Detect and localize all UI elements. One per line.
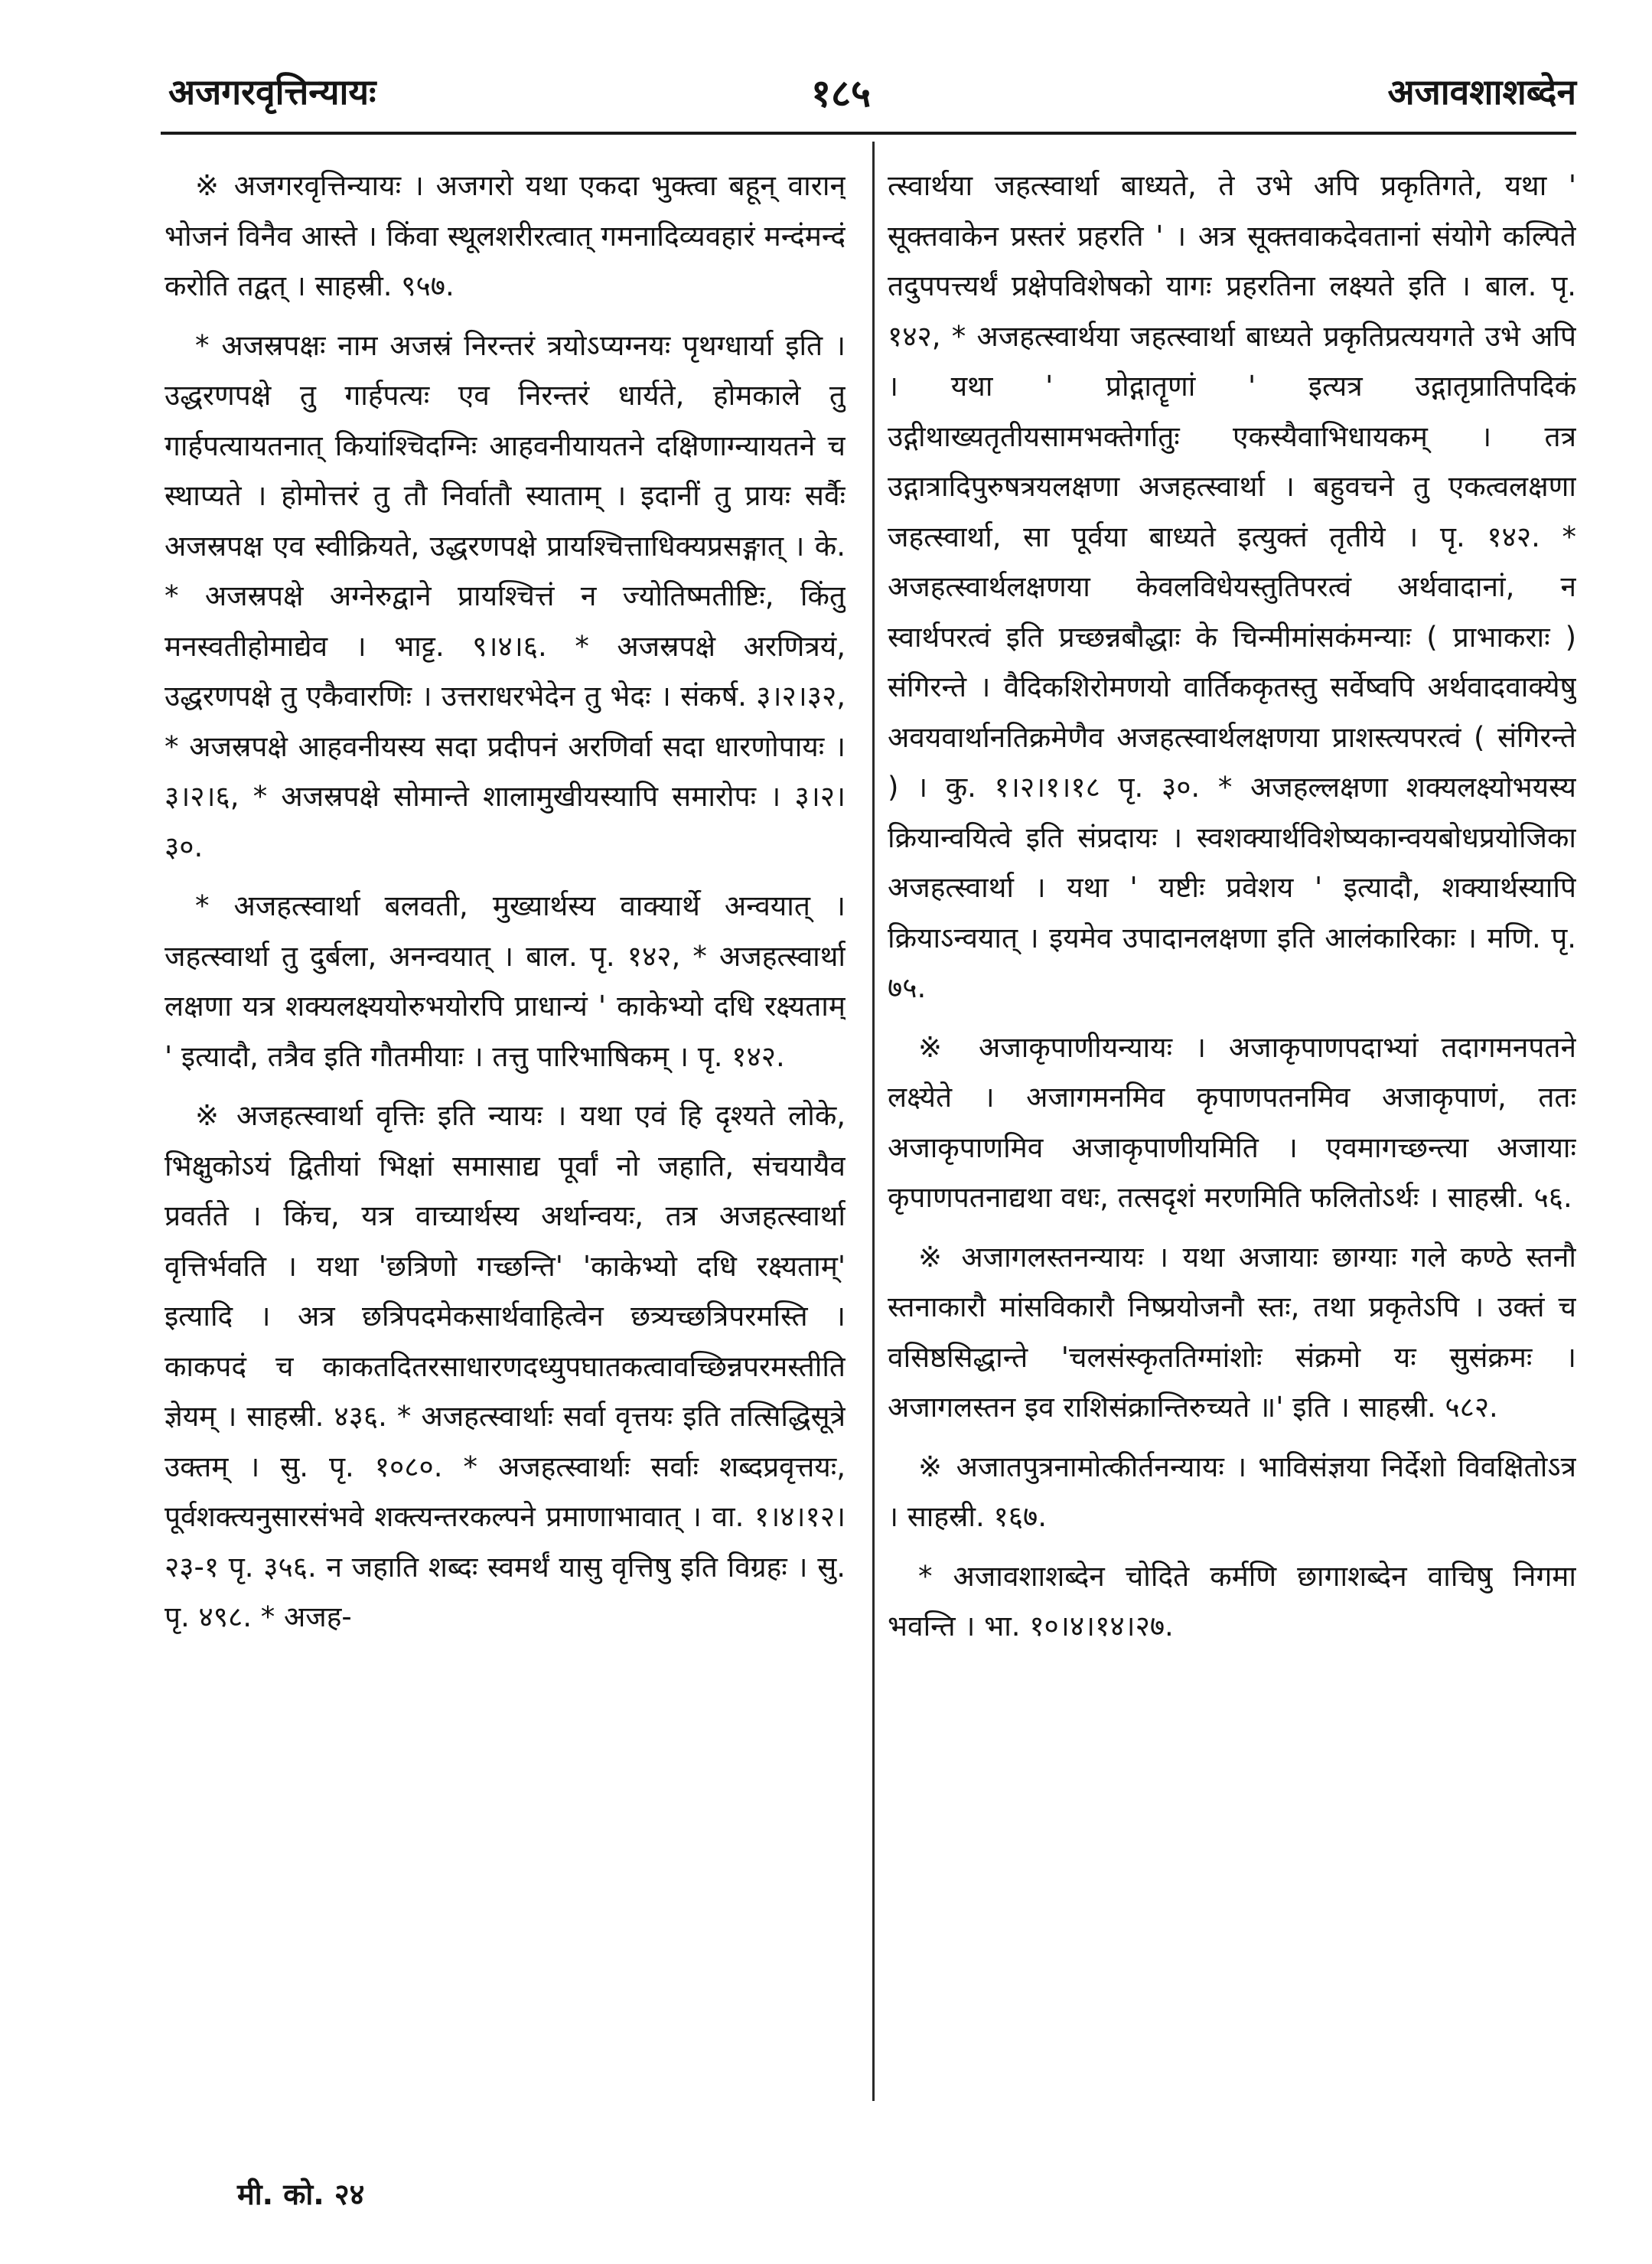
- entry-paragraph: * अजावशाशब्देन चोदिते कर्मणि छागाशब्देन वाचिषु निगमा भवन्ति । भा. १०।४।१४।२७.: [888, 1559, 1576, 1643]
- entry-paragraph: त्स्वार्थया जहत्स्वार्था बाध्यते, ते उभे अपि प्रकृतिगते, यथा ' सूक्तवाकेन प्रस्तरं प्रहरति ' । अत्र सूक्तवाकदेवतानां संयोगे कल्पिते तदुपपत्त्यर्थं प्रक्षेपविशेषको यागः प्रहरतिना लक्ष्यते इति । बाल. पृ. १४२, * अजहत्स्वार्थया जहत्स्वार्था बाध्यते प्रकृतिप्रत्ययगते उभे अपि । यथा ' प्रोद्गातॄणां ' इत्यत्र उद्गातृप्रातिपदिकं उद्गीथाख्यतृतीयसामभक्तेर्गातुः एकस्यैवाभिधायकम् । तत्र उद्गात्रादिपुरुषत्रयलक्षणा अजहत्स्वार्था । बहुवचने तु एकत्वलक्षणा जहत्स्वार्था, सा पूर्वया बाध्यते इत्युक्तं तृतीये । पृ. १४२. * अजहत्स्वार्थलक्षणया केवलविधेयस्तुतिपरत्वं अर्थवादानां, न स्वार्थपरत्वं इति प्रच्छन्नबौद्धाः के चिन्मीमांसकंमन्याः ( प्राभाकराः ) संगिरन्ते । वैदिकशिरोमणयो वार्तिककृतस्तु सर्वेष्वपि अर्थवादवाक्येषु अवयवार्थानतिक्रमेणैव अजहत्स्वार्थलक्षणया प्राशस्त्यपरत्वं ( संगिरन्ते ) । कु. १।२।१।१८ पृ. ३०. * अजहल्लक्षणा शक्यलक्ष्योभयस्य क्रियान्वयित्वे इति संप्रदायः । स्वशक्यार्थविशेष्यकान्वयबोधप्रयोजिका अजहत्स्वार्था । यथा ' यष्टीः प्रवेशय ' इत्यादौ, शक्यार्थस्यापि क्रियाऽन्वयात् । इयमेव उपादानलक्षणा इति आलंकारिकाः । मणि. पृ. ७५.: [888, 169, 1576, 1004]
- page-number: १८५: [811, 71, 871, 116]
- entry-paragraph: ※ अजाकृपाणीयन्यायः । अजाकृपाणपदाभ्यां तदागमनपतने लक्ष्येते । अजागमनमिव कृपाणपतनमिव अजाकृपाणं, ततः अजाकृपाणमिव अजाकृपाणीयमिति । एवमागच्छन्त्या अजायाः कृपाणपतनाद्यथा वधः, तत्सदृशं मरणमिति फलितोऽर्थः । साहस्री. ५६.: [888, 1030, 1576, 1214]
- entry-paragraph: ※ अजातपुत्रनामोत्कीर्तनन्यायः । भाविसंज्ञया निर्देशो विवक्षितोऽत्र । साहस्री. १६७.: [888, 1450, 1576, 1533]
- entry-paragraph: ※ अजागलस्तनन्यायः । यथा अजायाः छाग्याः गले कण्ठे स्तनौ स्तनाकारौ मांसविकारौ निष्प्रयोजनौ स्तः, तथा प्रकृतेऽपि । उक्तं च वसिष्ठसिद्धान्ते 'चलसंस्कृततिग्मांशोः संक्रमो यः सुसंक्रमः । अजागलस्तन इव राशिसंक्रान्तिरुच्यते ॥' इति । साहस्री. ५८२.: [888, 1240, 1576, 1424]
- entry-paragraph: * अजस्रपक्षः नाम अजस्रं निरन्तरं त्रयोऽप्यग्नयः पृथग्धार्या इति । उद्धरणपक्षे तु गार्हपत्यः एव निरन्तरं धार्यते, होमकाले तु गार्हपत्यायतनात् कियांश्चिदग्निः आहवनीयायतने दक्षिणाग्न्यायतने च स्थाप्यते । होमोत्तरं तु तौ निर्वातौ स्याताम् । इदानीं तु प्रायः सर्वैः अजस्रपक्ष एव स्वीक्रियते, उद्धरणपक्षे प्रायश्चित्ताधिक्यप्रसङ्गात् । के. * अजस्रपक्षे अग्नेरुद्वाने प्रायश्चित्तं न ज्योतिष्मतीष्टिः, किंतु मनस्वतीहोमाद्येव । भाट्ट. ९।४।६. * अजस्रपक्षे अरणित्रयं, उद्धरणपक्षे तु एकैवारणिः । उत्तराधरभेदेन तु भेदः । संकर्ष. ३।२।३२, * अजस्रपक्षे आहवनीयस्य सदा प्रदीपनं अरणिर्वा सदा धारणोपायः । ३।२।६, * अजस्रपक्षे सोमान्ते शालामुखीयस्यापि समारोपः । ३।२।३०.: [165, 328, 846, 863]
- running-header: [161, 63, 1576, 135]
- signature-mark: मी. को. २४: [237, 2178, 365, 2211]
- header-right-title: अजावशाशब्देन: [1387, 71, 1576, 113]
- entry-paragraph: * अजहत्स्वार्था बलवती, मुख्यार्थस्य वाक्यार्थे अन्वयात् । जहत्स्वार्था तु दुर्बला, अनन्वयात् । बाल. पृ. १४२, * अजहत्स्वार्था लक्षणा यत्र शक्यलक्ष्ययोरुभयोरपि प्राधान्यं ' काकेभ्यो दधि रक्ष्यताम् ' इत्यादौ, तत्रैव इति गौतमीयाः । तत्तु पारिभाषिकम् । पृ. १४२.: [165, 889, 846, 1073]
- left-column: [165, 161, 846, 2089]
- column-divider: [872, 142, 875, 2101]
- header-left-title: अजगरवृत्तिन्यायः: [168, 71, 376, 113]
- entry-paragraph: ※ अजहत्स्वार्था वृत्तिः इति न्यायः । यथा एवं हि दृश्यते लोके, भिक्षुकोऽयं द्वितीयां भिक्षां समासाद्य पूर्वां नो जहाति, संचयायैव प्रवर्तते । किंच, यत्र वाच्यार्थस्य अर्थान्वयः, तत्र अजहत्स्वार्था वृत्तिर्भवति । यथा 'छत्रिणो गच्छन्ति' 'काकेभ्यो दधि रक्ष्यताम्' इत्यादि । अत्र छत्रिपदमेकसार्थवाहित्वेन छत्र्यच्छत्रिपरमस्ति । काकपदं च काकतदितरसाधारणदध्युपघातकत्वावच्छिन्नपरमस्तीति ज्ञेयम् । साहस्री. ४३६. * अजहत्स्वार्थाः सर्वा वृत्तयः इति तत्सिद्धिसूत्रे उक्तम् । सु. पृ. १०८०. * अजहत्स्वार्थाः सर्वाः शब्दप्रवृत्तयः, पूर्वशक्त्यनुसारसंभवे शक्त्यन्तरकल्पने प्रमाणाभावात् । वा. १।४।१२।२३-१ पृ. ३५६. न जहाति शब्दः स्वमर्थं यासु वृत्तिषु इति विग्रहः । सु. पृ. ४९८. * अजह-: [165, 1099, 846, 1633]
- right-column: [888, 161, 1576, 2089]
- entry-paragraph: ※ अजगरवृत्तिन्यायः । अजगरो यथा एकदा भुक्त्वा बहून् वारान् भोजनं विनैव आस्ते । किंवा स्थूलशरीरत्वात् गमनादिव्यवहारं मन्दंमन्दं करोति तद्वत् । साहस्री. ९५७.: [165, 169, 846, 302]
